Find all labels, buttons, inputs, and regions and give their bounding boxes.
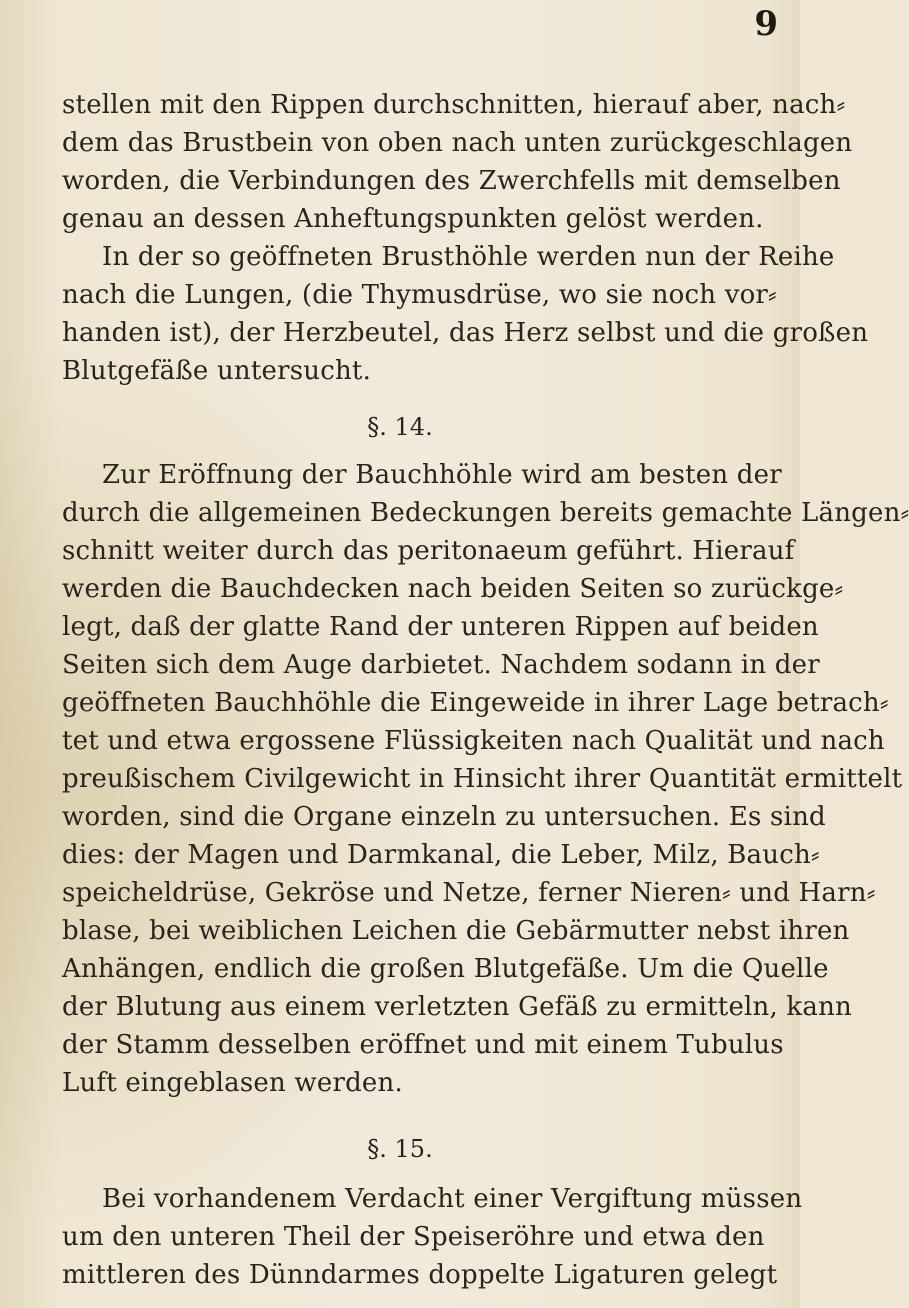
- text-line: dies: der Magen und Darmkanal, die Leber, Milz, Bauch⸗: [62, 840, 820, 870]
- text-line: durch die allgemeinen Bedeckungen bereits gemachte Längen⸗: [62, 498, 909, 528]
- section-heading: §. 14.: [367, 413, 433, 441]
- text-line: dem das Brustbein von oben nach unten zurückgeschlagen: [62, 128, 853, 158]
- text-line: In der so geöffneten Brusthöhle werden nun der Reihe: [102, 242, 835, 272]
- text-line: nach die Lungen, (die Thymusdrüse, wo sie noch vor⸗: [62, 280, 777, 310]
- text-line: Zur Eröffnung der Bauchhöhle wird am besten der: [102, 460, 782, 490]
- text-line: stellen mit den Rippen durchschnitten, hierauf aber, nach⸗: [62, 90, 846, 120]
- text-line: Anhängen, endlich die großen Blutgefäße. Um die Quelle: [62, 954, 829, 984]
- page-number: 9: [754, 4, 778, 44]
- text-line: der Stamm desselben eröffnet und mit einem Tubulus: [62, 1030, 784, 1060]
- text-line: geöffneten Bauchhöhle die Eingeweide in ihrer Lage betrach⸗: [62, 688, 889, 718]
- text-line: preußischem Civilgewicht in Hinsicht ihrer Quantität ermittelt: [62, 764, 903, 794]
- text-line: der Blutung aus einem verletzten Gefäß zu ermitteln, kann: [62, 992, 852, 1022]
- text-line: Bei vorhandenem Verdacht einer Vergiftung müssen: [102, 1184, 803, 1214]
- text-line: speicheldrüse, Gekröse und Netze, ferner Nieren⸗ und Harn⸗: [62, 878, 876, 908]
- text-line: legt, daß der glatte Rand der unteren Rippen auf beiden: [62, 612, 819, 642]
- text-line: handen ist), der Herzbeutel, das Herz selbst und die großen: [62, 318, 869, 348]
- text-line: schnitt weiter durch das peritonaeum geführt. Hierauf: [62, 536, 795, 566]
- text-line: mittleren des Dünndarmes doppelte Ligaturen gelegt: [62, 1260, 778, 1290]
- section-heading: §. 15.: [367, 1135, 433, 1163]
- text-line: worden, sind die Organe einzeln zu untersuchen. Es sind: [62, 802, 826, 832]
- text-line: Luft eingeblasen werden.: [62, 1068, 403, 1098]
- text-line: um den unteren Theil der Speiseröhre und etwa den: [62, 1222, 765, 1252]
- text-line: genau an dessen Anheftungspunkten gelöst werden.: [62, 204, 764, 234]
- text-line: Blutgefäße untersucht.: [62, 356, 372, 386]
- text-line: Seiten sich dem Auge darbietet. Nachdem sodann in der: [62, 650, 820, 680]
- text-line: tet und etwa ergossene Flüssigkeiten nach Qualität und nach: [62, 726, 885, 756]
- text-line: worden, die Verbindungen des Zwerchfells mit demselben: [62, 166, 841, 196]
- text-line: blase, bei weiblichen Leichen die Gebärmutter nebst ihren: [62, 916, 850, 946]
- text-line: werden die Bauchdecken nach beiden Seiten so zurückge⸗: [62, 574, 844, 604]
